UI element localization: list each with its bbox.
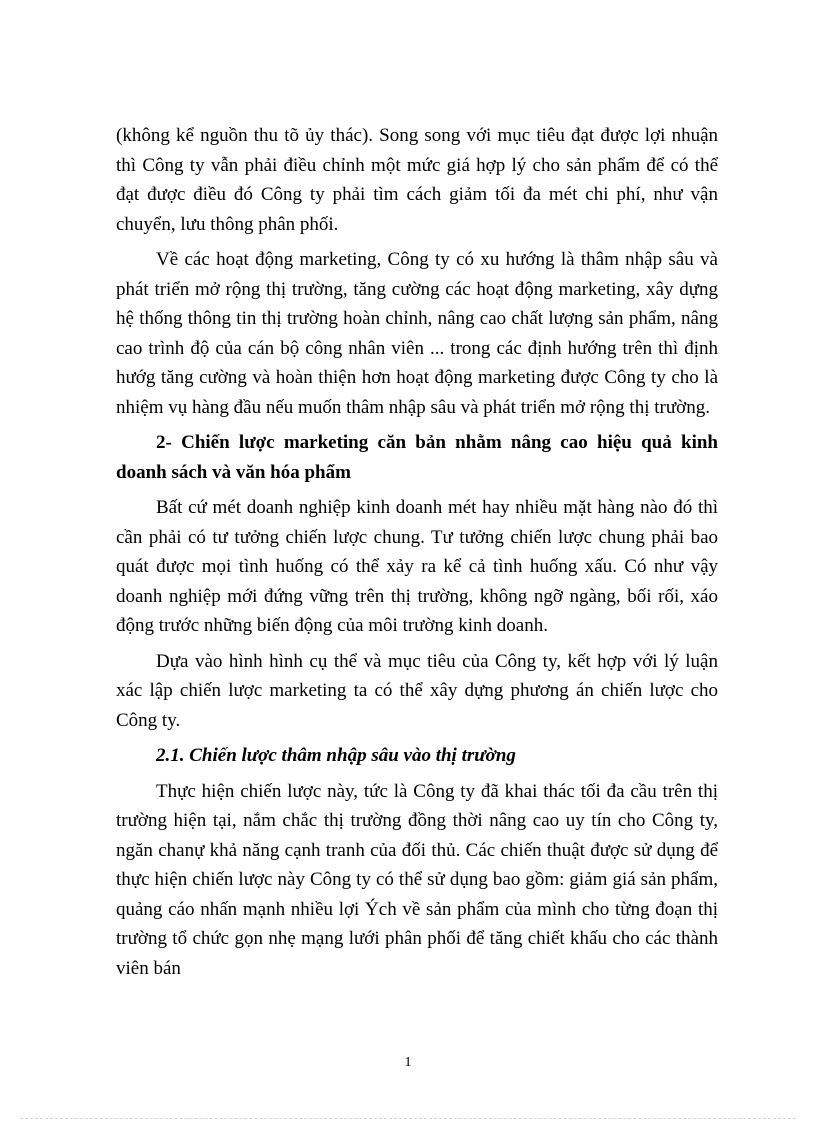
page-number: 1 <box>404 1055 412 1070</box>
paragraph-marketing-activities: Về các hoạt động marketing, Công ty có xu hướng là thâm nhập sâu và phát triển mở rộng thị trường, tăng cường các hoạt động marketing, xây dựng hệ thống thông tin thị trường hoàn chỉnh, nâng cao chất lượng sản phẩm, nâng cao trình độ của cán bộ công nhân viên ... trong các định hướng trên thì định hướg tăng cường và hoàn thiện hơn hoạt động marketing được Công ty cho là nhiệm vụ hàng đầu nếu muốn thâm nhập sâu và phát triển mở rộng thị trường. <box>116 249 718 418</box>
section-heading-2: 2- Chiến lược marketing căn bản nhằm nâng cao hiệu quả kinh doanh sách và văn hóa phẩm <box>116 432 718 483</box>
subsection-heading-2-1: 2.1. Chiến lược thâm nhập sâu vào thị trường <box>156 745 516 766</box>
paragraph-general-strategy: Bất cứ mét doanh nghiệp kinh doanh mét hay nhiều mặt hàng nào đó thì cần phải có tư tưởng chiến lược chung. Tư tưởng chiến lược chung phải bao quát được mọi tình huống có thể xảy ra kể cả tình huống xấu. Có như vậy doanh nghiệp mới đứng vững trên thị trường, không ngỡ ngàng, bối rối, xáo động trước những biến động của môi trường kinh doanh. <box>116 497 718 636</box>
paragraph-strategy-basis: Dựa vào hình hình cụ thể và mục tiêu của Công ty, kết hợp với lý luận xác lập chiến lược marketing ta có thể xây dựng phương án chiến lược cho Công ty. <box>116 650 718 731</box>
page-body <box>116 121 718 983</box>
paragraph-penetration-strategy: Thực hiện chiến lược này, tức là Công ty đã khai thác tối đa cầu trên thị trường hiện tại, nắm chắc thị trường đồng thời nâng cao uy tín cho Công ty, ngăn chanự khả năng cạnh tranh của đối thủ. Các chiến thuật được sử dụng để thực hiện chiến lược này Công ty có thể sử dụng bao gồm: giảm giá sản phẩm, quảng cáo nhấn mạnh nhiều lợi Ých về sản phẩm của mình cho từng đoạn thị trường tổ chức gọn nhẹ mạng lưới phân phối để tăng chiết khấu cho các thành viên bán <box>116 780 718 979</box>
page-bottom-divider <box>20 1118 796 1119</box>
paragraph-continued: (không kể nguồn thu tõ ủy thác). Song song với mục tiêu đạt được lợi nhuận thì Công ty vẫn phải điều chỉnh một mức giá hợp lý cho sản phẩm để có thể đạt được điều đó Công ty phải tìm cách giảm tối đa mét chi phí, như vận chuyển, lưu thông phân phối. <box>116 125 718 235</box>
